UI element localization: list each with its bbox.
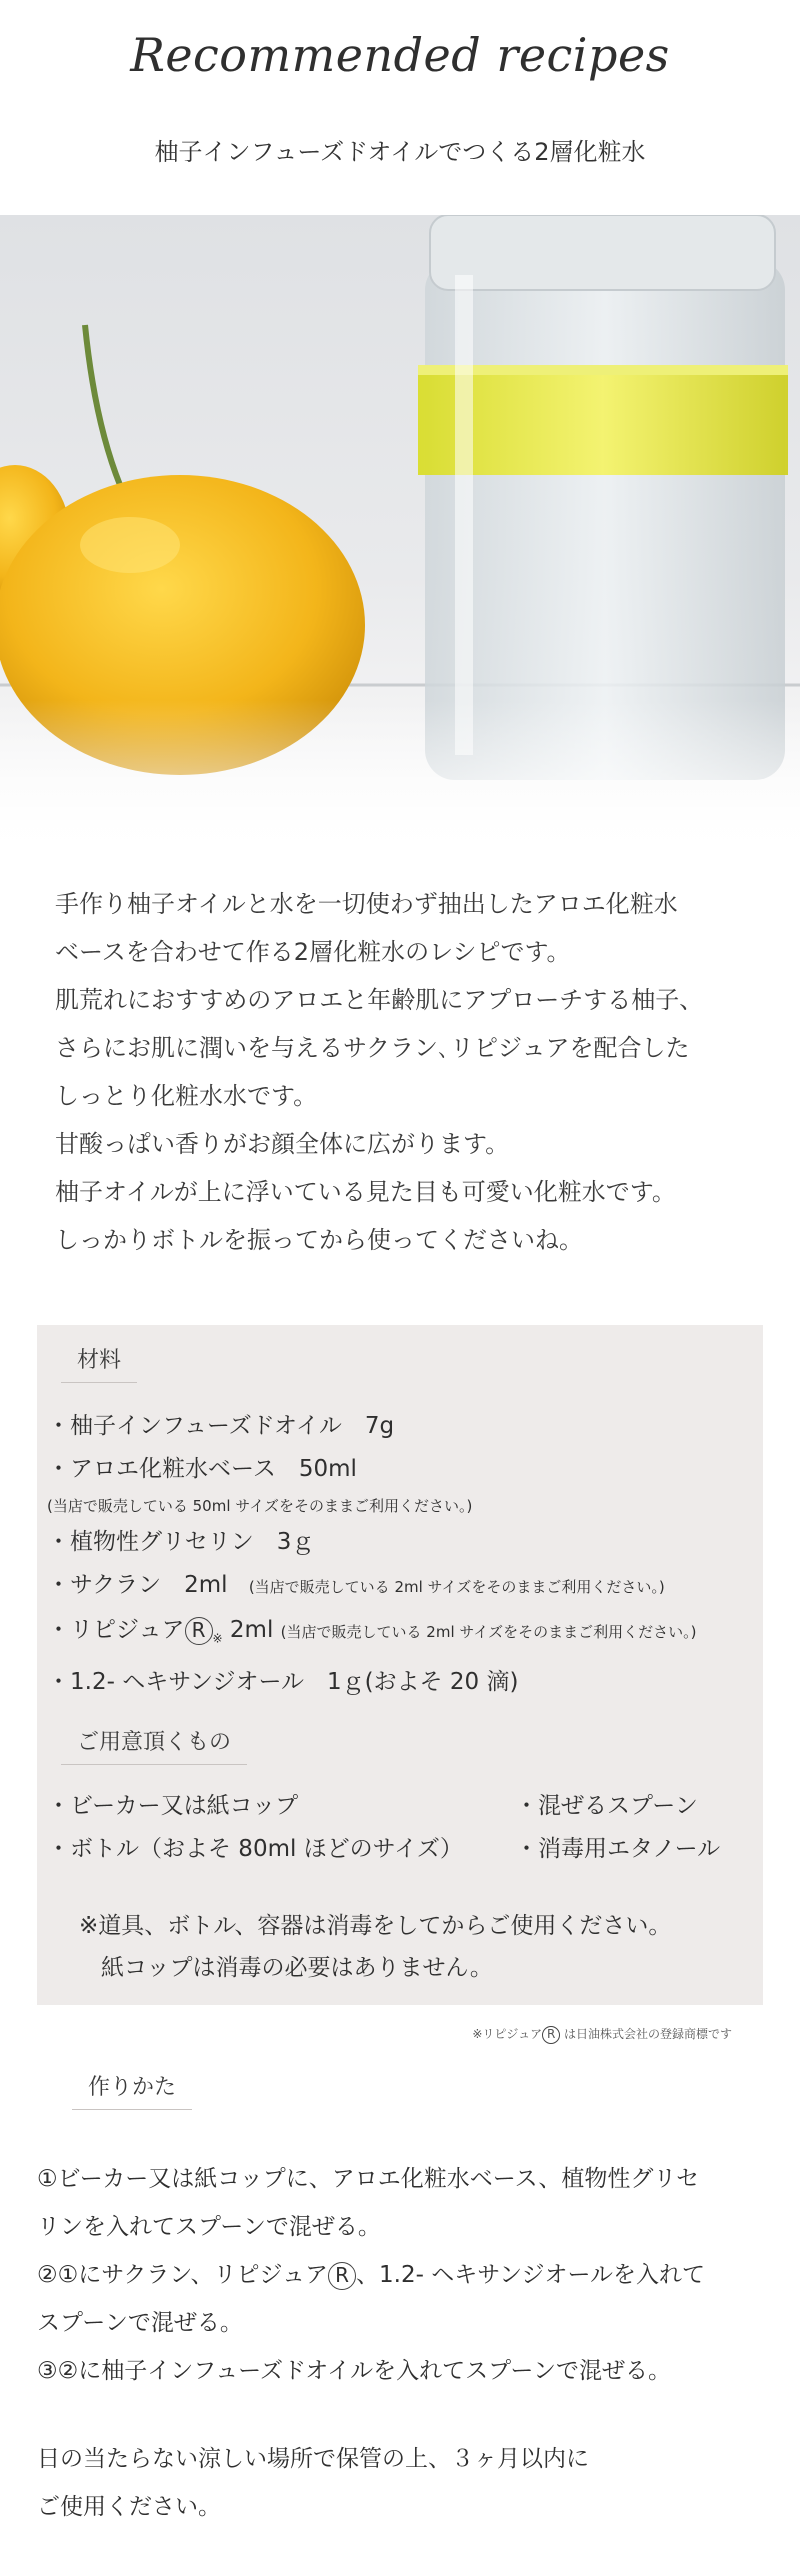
tool-item: ・ボトル（およそ 80ml ほどのサイズ） xyxy=(47,1836,463,1862)
trademark-suffix: は日油株式会社の登録商標です xyxy=(560,2027,732,2041)
intro-line: 柚子オイルが上に浮いている見た目も可愛い化粧水です。 xyxy=(55,1178,676,1206)
material-note: (当店で販売している 2ml サイズをそのままご利用ください。) xyxy=(280,1623,697,1641)
registered-mark: R xyxy=(328,2262,356,2290)
recipe-subtitle: 柚子インフューズドオイルでつくる2層化粧水 xyxy=(154,138,646,166)
material-note: (当店で販売している 50ml サイズをそのままご利用ください。) xyxy=(47,1497,473,1515)
materials-box xyxy=(37,1325,763,2005)
storage-note xyxy=(37,2435,589,2531)
steps-heading: 作りかた xyxy=(72,2070,192,2110)
registered-mark: R xyxy=(185,1617,213,1645)
material-name: ・サクラン 2ml xyxy=(47,1572,228,1598)
tools-left-column xyxy=(47,1785,463,1871)
step-text: 、1.2- ヘキサンジオールを入れて xyxy=(356,2262,706,2288)
intro-line: さらにお肌に潤いを与えるサクラン､リピジュアを配合した xyxy=(55,1034,690,1062)
material-item: ・アロエ化粧水ベース 50ml xyxy=(47,1456,357,1482)
registered-mark: R xyxy=(542,2026,560,2044)
materials-list xyxy=(47,1405,753,1704)
notice-line: ※道具、ボトル、容器は消毒をしてからご使用ください。 xyxy=(79,1913,672,1939)
intro-line: しっとり化粧水水です。 xyxy=(55,1082,318,1110)
page-header xyxy=(0,0,800,215)
hero-photo xyxy=(0,215,800,870)
step-line: スプーンで混ぜる。 xyxy=(37,2310,243,2336)
tool-item: ・ビーカー又は紙コップ xyxy=(47,1793,299,1819)
material-item xyxy=(47,1564,753,1609)
material-item: ・植物性グリセリン 3ｇ xyxy=(47,1529,315,1555)
step-line: リンを入れてスプーンで混ぜる。 xyxy=(37,2214,381,2240)
intro-line: 手作り柚子オイルと水を一切使わず抽出したアロエ化粧水 xyxy=(55,890,678,918)
intro-line: ベースを合わせて作る2層化粧水のレシピです。 xyxy=(55,938,571,966)
page-title: Recommended recipes xyxy=(130,28,670,82)
trademark-note xyxy=(472,2025,732,2044)
intro-text xyxy=(55,880,755,1264)
step-line xyxy=(37,2251,763,2299)
storage-line: 日の当たらない涼しい場所で保管の上、３ヶ月以内に xyxy=(37,2446,589,2472)
material-note: (当店で販売している 2ml サイズをそのままご利用ください。) xyxy=(248,1578,665,1596)
trademark-prefix: ※リピジュア xyxy=(472,2027,543,2041)
storage-line: ご使用ください。 xyxy=(37,2494,221,2520)
material-name: ・リピジュア xyxy=(47,1617,185,1643)
intro-line: 肌荒れにおすすめのアロエと年齢肌にアプローチする柚子、 xyxy=(55,986,704,1014)
step-text: ②①にサクラン、リピジュア xyxy=(37,2262,329,2288)
steps-list xyxy=(37,2155,763,2395)
footnote-mark: ※ xyxy=(212,1631,223,1646)
step-line: ③②に柚子インフューズドオイルを入れてスプーンで混ぜる。 xyxy=(37,2358,671,2384)
material-item: ・柚子インフューズドオイル 7g xyxy=(47,1413,395,1439)
material-item xyxy=(47,1609,753,1661)
tool-item: ・混ぜるスプーン xyxy=(515,1793,698,1819)
tools-right-column xyxy=(515,1785,720,1871)
hygiene-notice xyxy=(79,1905,671,1989)
hero-fade xyxy=(0,700,800,870)
tool-item: ・消毒用エタノール xyxy=(515,1836,721,1862)
notice-line: 紙コップは消毒の必要はありません。 xyxy=(101,1955,493,1981)
step-line: ①ビーカー又は紙コップに、アロエ化粧水ベース、植物性グリセ xyxy=(37,2166,700,2192)
intro-line: しっかりボトルを振ってから使ってくださいね。 xyxy=(55,1226,583,1254)
intro-line: 甘酸っぱい香りがお顔全体に広がります。 xyxy=(55,1130,510,1158)
tools-heading: ご用意頂くもの xyxy=(61,1725,247,1765)
materials-heading: 材料 xyxy=(61,1343,137,1383)
material-amount: 2ml xyxy=(229,1617,274,1643)
material-item: ・1.2- ヘキサンジオール 1ｇ(およそ 20 滴) xyxy=(47,1668,519,1695)
